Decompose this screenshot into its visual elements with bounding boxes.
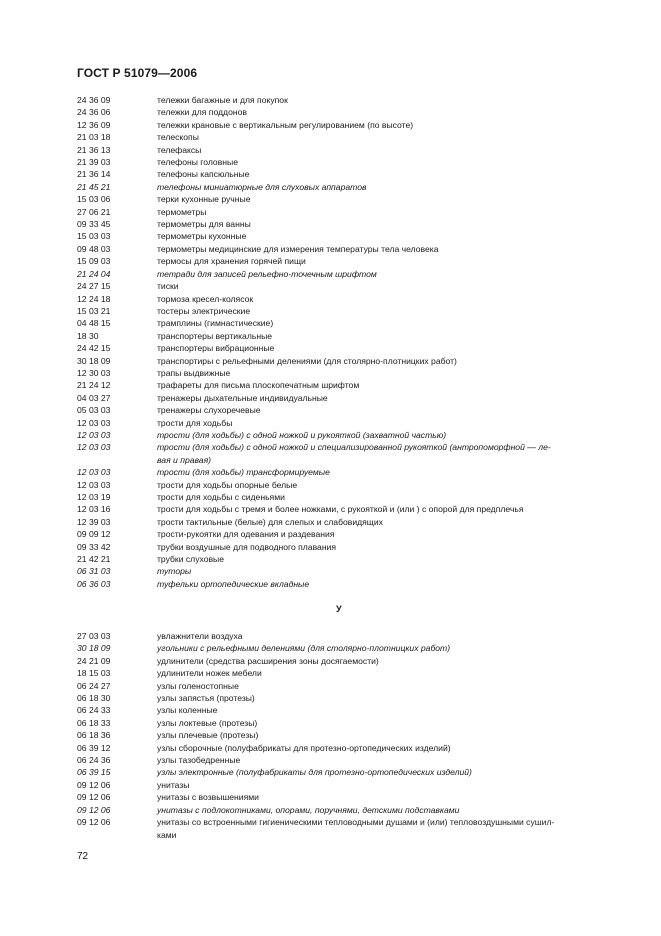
entry-code: 27 03 03 [77, 631, 111, 641]
entry-text [157, 642, 622, 654]
entry-text-line: термометры [157, 206, 207, 217]
entry-text [157, 392, 622, 404]
entry-text [157, 255, 622, 267]
entry-text [157, 168, 622, 180]
entry-text-line: трости (для ходьбы) с одной ножкой и специализированной рукояткой (антропоморфной — ле- [157, 442, 551, 453]
entry-text-line: туторы [157, 566, 192, 577]
entry-code: 24 42 15 [77, 343, 111, 354]
index-entry [77, 293, 622, 305]
entry-text-line: трафареты для письма плоскопечатным шрифтом [157, 380, 360, 391]
index-entry [77, 268, 622, 280]
entry-text [157, 379, 622, 391]
index-entry [77, 181, 622, 193]
index-entry [77, 255, 622, 267]
entry-code: 21 24 04 [77, 268, 111, 279]
entry-code: 12 39 03 [77, 516, 111, 527]
entry-code: 18 30 [77, 330, 99, 341]
index-entry [77, 404, 622, 416]
entry-text-line: трамплины (гимнастические) [157, 318, 274, 329]
entry-text-line: вая и правая) [157, 454, 212, 465]
entry-code: 06 18 33 [77, 717, 111, 728]
index-entry [77, 804, 622, 816]
entry-text [157, 528, 622, 540]
entry-code: 12 03 03 [77, 479, 111, 490]
entry-text [157, 144, 622, 156]
entry-code: 27 06 21 [77, 206, 111, 217]
index-entry [77, 280, 622, 292]
entry-text [157, 218, 622, 230]
entry-text-line: телефаксы [157, 144, 202, 155]
entry-code: 09 48 03 [77, 243, 111, 254]
index-entry [77, 680, 622, 692]
index-entry [77, 367, 622, 379]
entry-code: 12 03 03 [77, 429, 111, 440]
entry-code: 06 39 15 [77, 767, 111, 778]
index-entry [77, 466, 622, 478]
entry-text [157, 367, 622, 379]
index-entry [77, 379, 622, 391]
entry-text [157, 181, 622, 193]
index-entry [77, 156, 622, 168]
entry-text [157, 94, 622, 106]
entry-code: 21 24 12 [77, 380, 111, 391]
index-entry [77, 193, 622, 205]
entry-text-line: транспортеры вертикальные [157, 330, 273, 341]
index-entry [77, 704, 622, 716]
entry-text [157, 655, 622, 667]
entry-text-line: тренажеры дыхательные индивидуальные [157, 392, 328, 403]
entry-text [157, 729, 622, 741]
index-entry [77, 106, 622, 118]
entry-text [157, 466, 622, 478]
entry-code: 06 31 03 [77, 566, 111, 577]
entry-text-line: трости для ходьбы опорные белые [157, 479, 298, 490]
entry-code: 12 30 03 [77, 367, 111, 378]
entry-text-line: транспортеры вибрационные [157, 343, 275, 354]
entry-text-line: туфельки ортопедические вкладные [157, 578, 310, 589]
entry-code: 06 18 30 [77, 693, 111, 704]
entry-text [157, 429, 622, 441]
entry-text-line: тележки багажные и для покупок [157, 95, 288, 105]
index-entry [77, 516, 622, 528]
entry-text-line: телефоны головные [157, 157, 238, 168]
entry-text-line: узлы голеностопные [157, 680, 239, 691]
index-entry [77, 667, 622, 679]
entry-text-line: телефоны капсюльные [157, 169, 250, 180]
entry-text [157, 479, 622, 491]
entry-text-line: тетради для записей рельефно-точечным шрифтом [157, 268, 377, 279]
entry-text-line: трости для ходьбы с тремя и более ножками, с рукояткой и (или ) с опорой для предплечья [157, 504, 524, 515]
entry-text-line: тостеры электрические [157, 305, 251, 316]
entry-code: 12 03 03 [77, 442, 111, 453]
entry-text-line: тележки крановые с вертикальным регулированием (по высоте) [157, 119, 414, 130]
entry-text [157, 667, 622, 679]
index-entry [77, 642, 622, 654]
index-entry [77, 528, 622, 540]
entry-code: 09 12 06 [77, 792, 111, 803]
index-list-t [77, 94, 622, 590]
entry-text-line: телефоны миниатюрные для слуховых аппаратов [157, 181, 367, 192]
entry-text [157, 779, 622, 791]
index-entry [77, 429, 622, 441]
entry-text [157, 516, 622, 528]
entry-code: 30 18 09 [77, 355, 111, 366]
index-entry [77, 441, 622, 466]
index-entry [77, 355, 622, 367]
index-entry [77, 479, 622, 491]
entry-text [157, 243, 622, 255]
entry-code: 21 36 14 [77, 169, 111, 180]
entry-code: 12 03 03 [77, 417, 111, 428]
entry-text [157, 106, 622, 118]
entry-text-line: трости (для ходьбы) трансформируемые [157, 467, 330, 478]
index-entry [77, 742, 622, 754]
entry-text [157, 330, 622, 342]
entry-text [157, 404, 622, 416]
entry-text [157, 417, 622, 429]
entry-text-line: трапы выдвижные [157, 367, 231, 378]
entry-code: 15 03 03 [77, 231, 111, 242]
entry-text [157, 280, 622, 292]
entry-text-line: трости для ходьбы [157, 417, 233, 428]
entry-code: 09 33 42 [77, 541, 111, 552]
entry-text [157, 193, 622, 205]
entry-text [157, 541, 622, 553]
entry-text-line: трости тактильные (белые) для слепых и слабовидящих [157, 516, 383, 527]
entry-code: 24 36 06 [77, 107, 111, 118]
letter-heading: У [336, 604, 342, 614]
entry-text [157, 305, 622, 317]
entry-text-line: узлы коленные [157, 705, 218, 716]
index-entry [77, 305, 622, 317]
entry-text-line: тележки для поддонов [157, 107, 247, 118]
entry-text [157, 206, 622, 218]
entry-text-line: тренажеры слухоречевые [157, 405, 261, 416]
index-entry [77, 655, 622, 667]
index-entry [77, 206, 622, 218]
entry-text-line: узлы запястья (протезы) [157, 693, 255, 704]
entry-code: 04 48 15 [77, 318, 111, 329]
index-entry [77, 766, 622, 778]
entry-code: 12 03 19 [77, 492, 111, 502]
index-entry [77, 503, 622, 515]
entry-text [157, 441, 622, 466]
entry-text [157, 578, 622, 590]
entry-code: 06 36 03 [77, 578, 111, 589]
index-entry [77, 168, 622, 180]
entry-text-line: телескопы [157, 132, 199, 143]
entry-text-line: ками [157, 829, 177, 840]
index-entry [77, 144, 622, 156]
index-list-u [77, 630, 622, 841]
entry-text [157, 565, 622, 577]
entry-text [157, 754, 622, 766]
index-entry [77, 630, 622, 642]
entry-text-line: трубки воздушные для подводного плавания [157, 541, 337, 552]
entry-text [157, 630, 622, 642]
entry-code: 15 03 21 [77, 305, 111, 316]
entry-code: 12 03 03 [77, 467, 111, 478]
index-entry [77, 342, 622, 354]
entry-text-line: узлы тазобедренные [157, 755, 241, 766]
entry-code: 12 36 09 [77, 119, 111, 130]
entry-text-line: увлажнители воздуха [157, 631, 243, 641]
entry-text-line: трости-рукоятки для одевания и раздевания [157, 529, 335, 540]
entry-text-line: трубки слуховые [157, 554, 224, 565]
entry-code: 06 18 36 [77, 730, 111, 741]
entry-text-line: унитазы [157, 779, 190, 790]
entry-text-line: трости (для ходьбы) с одной ножкой и рукояткой (захватной частью) [157, 429, 447, 440]
entry-text-line: узлы плечевые (протезы) [157, 730, 259, 741]
entry-text [157, 717, 622, 729]
index-entry [77, 317, 622, 329]
entry-code: 06 39 12 [77, 742, 111, 753]
entry-code: 09 09 12 [77, 529, 111, 540]
entry-text [157, 156, 622, 168]
entry-text-line: терки кухонные ручные [157, 194, 251, 205]
entry-text-line: угольники с рельефными делениями (для столярно-плотницких работ) [157, 643, 451, 654]
entry-text [157, 692, 622, 704]
entry-code: 09 12 06 [77, 817, 111, 828]
entry-text-line: транспортиры с рельефными делениями (для столярно-плотницких работ) [157, 355, 457, 366]
entry-text [157, 268, 622, 280]
entry-text-line: трости для ходьбы с сиденьями [157, 492, 285, 502]
entry-text-line: удлинители ножек мебели [157, 668, 262, 679]
entry-text [157, 704, 622, 716]
entry-text-line: термометры медицинские для измерения температуры тела человека [157, 243, 439, 254]
entry-code: 18 15 03 [77, 668, 111, 679]
entry-text [157, 293, 622, 305]
entry-code: 21 39 03 [77, 157, 111, 168]
entry-text-line: унитазы со встроенными гигиеническими тепловодными душами и (или) тепловоздушными сушил- [157, 817, 555, 828]
entry-code: 09 12 06 [77, 779, 111, 790]
entry-text [157, 119, 622, 131]
entry-code: 21 42 21 [77, 554, 111, 565]
index-entry [77, 779, 622, 791]
index-entry [77, 243, 622, 255]
entry-text-line: тиски [157, 281, 179, 292]
index-entry [77, 717, 622, 729]
entry-text-line: термометры кухонные [157, 231, 247, 242]
index-entry [77, 578, 622, 590]
index-entry [77, 230, 622, 242]
entry-text [157, 317, 622, 329]
index-entry [77, 218, 622, 230]
entry-code: 24 21 09 [77, 655, 111, 666]
entry-text [157, 680, 622, 692]
entry-text [157, 553, 622, 565]
entry-text [157, 342, 622, 354]
entry-code: 09 12 06 [77, 804, 111, 815]
entry-text-line: удлинители (средства расширения зоны досягаемости) [157, 655, 379, 666]
index-entry [77, 754, 622, 766]
entry-code: 21 36 13 [77, 144, 111, 155]
entry-code: 15 09 03 [77, 256, 111, 267]
index-entry [77, 816, 622, 841]
index-entry [77, 131, 622, 143]
index-entry [77, 119, 622, 131]
index-entry [77, 491, 622, 503]
entry-code: 30 18 09 [77, 643, 111, 654]
entry-text-line: тормоза кресел-колясок [157, 293, 254, 304]
entry-code: 05 03 03 [77, 405, 111, 416]
page-title: ГОСТ Р 51079—2006 [77, 66, 198, 80]
entry-code: 12 03 16 [77, 504, 111, 515]
entry-text [157, 742, 622, 754]
index-entry [77, 565, 622, 577]
entry-code: 04 03 27 [77, 392, 111, 403]
entry-text-line: узлы локтевые (протезы) [157, 717, 258, 728]
index-entry [77, 330, 622, 342]
entry-text [157, 131, 622, 143]
entry-code: 06 24 33 [77, 705, 111, 716]
entry-code: 06 24 27 [77, 680, 111, 691]
entry-code: 21 03 18 [77, 132, 111, 143]
entry-code: 09 33 45 [77, 219, 111, 230]
entry-text [157, 804, 622, 816]
entry-text [157, 230, 622, 242]
index-entry [77, 729, 622, 741]
entry-text-line: узлы электронные (полуфабрикаты для протезно-ортопедических изделий) [157, 767, 472, 778]
index-entry [77, 417, 622, 429]
entry-text [157, 491, 622, 503]
entry-code: 06 24 36 [77, 755, 111, 766]
index-entry [77, 791, 622, 803]
entry-text [157, 791, 622, 803]
index-entry [77, 94, 622, 106]
page-number: 72 [77, 851, 89, 862]
entry-code: 15 03 06 [77, 194, 111, 205]
entry-code: 24 27 15 [77, 281, 111, 292]
entry-code: 24 36 09 [77, 95, 111, 105]
entry-text [157, 355, 622, 367]
entry-text-line: унитазы с возвышениями [157, 792, 259, 803]
entry-code: 12 24 18 [77, 293, 111, 304]
entry-text-line: узлы сборочные (полуфабрикаты для протезно-ортопедических изделий) [157, 742, 451, 753]
entry-text [157, 816, 622, 841]
entry-code: 21 45 21 [77, 181, 111, 192]
entry-text-line: термометры для ванны [157, 219, 251, 230]
entry-text-line: унитазы с подлокотниками, опорами, поручнями, детскими подставками [157, 804, 460, 815]
entry-text [157, 503, 622, 515]
entry-text [157, 766, 622, 778]
index-entry [77, 553, 622, 565]
index-entry [77, 692, 622, 704]
index-entry [77, 541, 622, 553]
entry-text-line: термосы для хранения горячей пищи [157, 256, 306, 267]
index-entry [77, 392, 622, 404]
